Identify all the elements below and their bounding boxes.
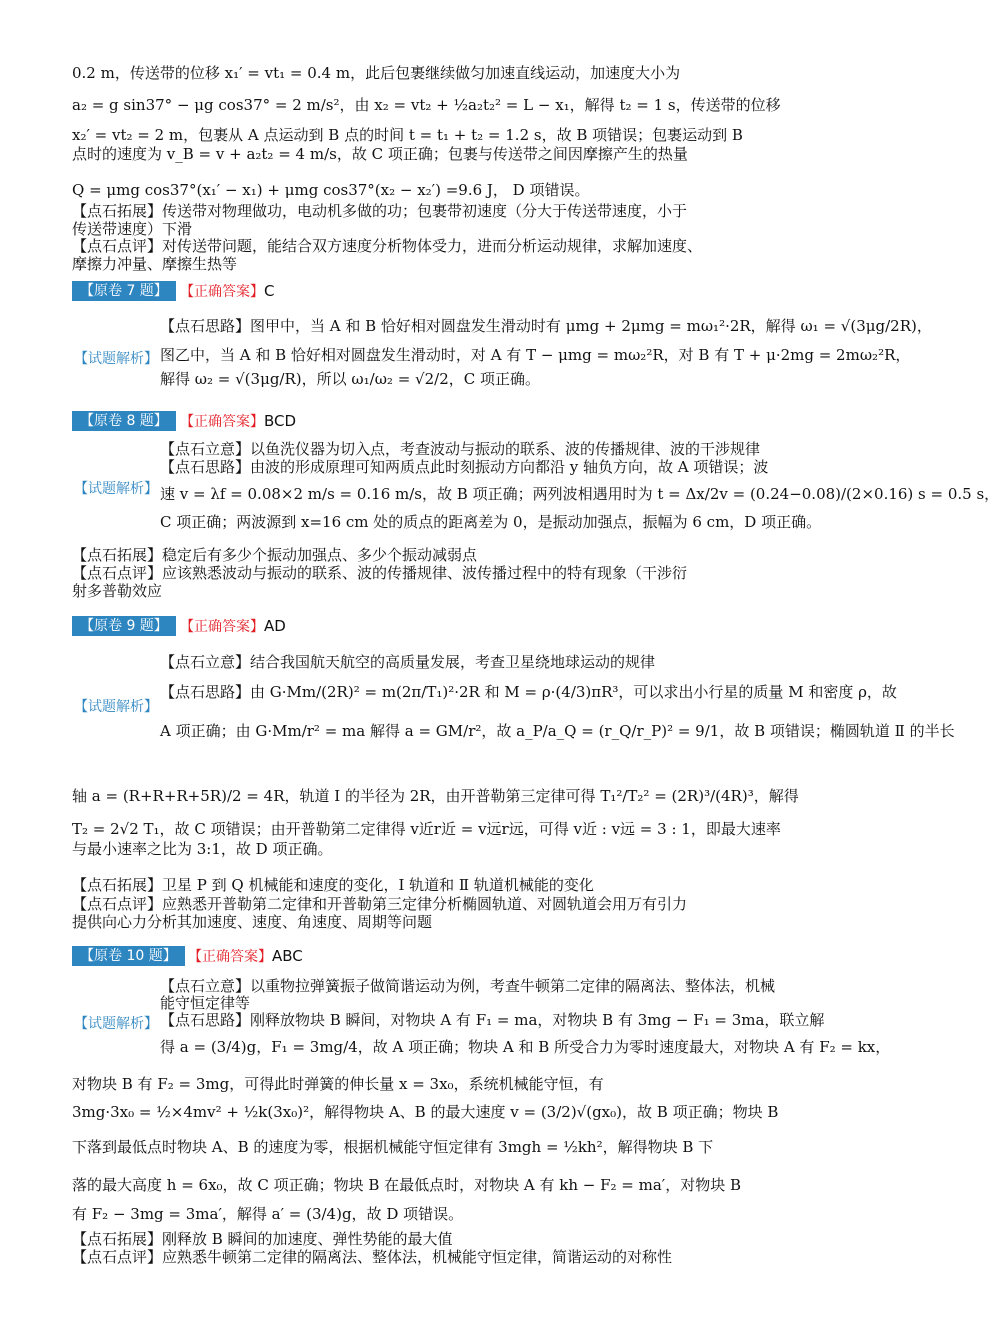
text-line: 落的最大高度 h = 6x₀，故 C 项正确；物块 B 在最低点时，对物块 A 有 kh − F₂ = ma′，对物块 B <box>72 1176 742 1194</box>
text-line: Q = μmg cos37°(x₁′ − x₁) + μmg cos37°(x₂ − x₂′) =9.6 J， D 项错误。 <box>72 181 590 199</box>
text-line: T₂ = 2√2 T₁，故 C 项错误；由开普勒第二定律得 v近r近 = v远r远，可得 v近 : v远 = 3 : 1，即最大速率 <box>72 820 781 838</box>
text-line: 【点石拓展】稳定后有多少个振动加强点、多少个振动减弱点 <box>72 546 478 564</box>
answer-value: BCD <box>264 412 297 430</box>
text-line: 【点石点评】对传送带问题，能结合双方速度分析物体受力，进而分析运动规律，求解加速度、 <box>72 237 703 255</box>
analysis-label: 【试题解析】 <box>74 699 158 715</box>
text-line: 【点石立意】以鱼洗仪器为切入点，考查波动与振动的联系、波的传播规律、波的干涉规律 <box>160 440 761 458</box>
text-line: 【点石思路】图甲中，当 A 和 B 恰好相对圆盘发生滑动时有 μmg + 2μmg = mω₁²·2R，解得 ω₁ = √(3μg/2R)， <box>160 317 932 335</box>
answer-line <box>188 946 303 966</box>
question-header-7 <box>0 281 950 301</box>
text-line: 与最小速率之比为 3:1，故 D 项正确。 <box>72 840 333 858</box>
text-line: 【点石点评】应熟悉牛顿第二定律的隔离法、整体法，机械能守恒定律，简谐运动的对称性 <box>72 1248 673 1266</box>
text-line: x₂′ = vt₂ = 2 m，包裹从 A 点运动到 B 点的时间 t = t₁ + t₂ = 1.2 s，故 B 项错误；包裹运动到 B <box>72 126 743 144</box>
text-line: 射多普勒效应 <box>72 582 163 600</box>
text-line: 传送带速度）下滑 <box>72 220 193 238</box>
text-line: 3mg·3x₀ = ½×4mv² + ½k(3x₀)²，解得物块 A、B 的最大速度 v = (3/2)√(gx₀)，故 B 项正确；物块 B <box>72 1103 779 1121</box>
answer-label: 【正确答案】 <box>180 284 264 300</box>
text-line: 【点石点评】应该熟悉波动与振动的联系、波的传播规律、波传播过程中的特有现象（干涉衍 <box>72 564 688 582</box>
text-line: A 项正确；由 G·Mm/r² = ma 解得 a = GM/r²，故 a_P/a_Q = (r_Q/r_P)² = 9/1，故 B 项错误；椭圆轨道 Ⅱ 的半长 <box>160 722 955 740</box>
text-line: 0.2 m，传送带的位移 x₁′ = vt₁ = 0.4 m，此后包裹继续做匀加速直线运动，加速度大小为 <box>72 64 681 82</box>
text-line: a₂ = g sin37° − μg cos37° = 2 m/s²，由 x₂ = vt₂ + ½a₂t₂² = L − x₁，解得 t₂ = 1 s，传送带的位移 <box>72 96 781 114</box>
answer-value: ABC <box>272 947 303 965</box>
text-line: 轴 a = (R+R+R+5R)/2 = 4R，轨道 Ⅰ 的半径为 2R，由开普勒第三定律可得 T₁²/T₂² = (2R)³/(4R)³，解得 <box>72 787 799 805</box>
text-line: 图乙中，当 A 和 B 恰好相对圆盘发生滑动时，对 A 有 T − μmg = mω₂²R，对 B 有 T + μ·2mg = 2mω₂²R， <box>160 346 911 364</box>
analysis-label: 【试题解析】 <box>74 351 158 367</box>
text-line: 【点石思路】刚释放物块 B 瞬间，对物块 A 有 F₁ = ma，对物块 B 有 3mg − F₁ = 3ma，联立解 <box>160 1011 825 1029</box>
text-line: 有 F₂ − 3mg = 3ma′，解得 a′ = (3/4)g，故 D 项错误。 <box>72 1205 464 1223</box>
answer-label: 【正确答案】 <box>180 619 264 635</box>
question-tag: 【原卷 7 题】 <box>72 281 176 301</box>
text-line: 得 a = (3/4)g，F₁ = 3mg/4，故 A 项正确；物块 A 和 B 所受合力为零时速度最大，对物块 A 有 F₂ = kx， <box>160 1038 891 1056</box>
text-line: 【点石思路】由波的形成原理可知两质点此时刻振动方向都沿 y 轴负方向，故 A 项错误；波 <box>160 458 769 476</box>
text-line: C 项正确；两波源到 x=16 cm 处的质点的距离差为 0，是振动加强点，振幅为 6 cm，D 项正确。 <box>160 513 822 531</box>
text-line: 解得 ω₂ = √(3μg/R)，所以 ω₁/ω₂ = √2/2，C 项正确。 <box>160 370 540 388</box>
answer-value: AD <box>264 617 286 635</box>
answer-line <box>180 616 286 636</box>
analysis-label: 【试题解析】 <box>74 1016 158 1032</box>
question-tag: 【原卷 8 题】 <box>72 411 176 431</box>
text-line: 【点石拓展】卫星 P 到 Q 机械能和速度的变化，Ⅰ 轨道和 Ⅱ 轨道机械能的变化 <box>72 876 594 894</box>
question-tag: 【原卷 10 题】 <box>72 946 185 966</box>
text-line: 点时的速度为 v_B = v + a₂t₂ = 4 m/s，故 C 项正确；包裹与传送带之间因摩擦产生的热量 <box>72 145 688 163</box>
question-header-8 <box>0 411 950 431</box>
text-line: 【点石拓展】传送带对物理做功，电动机多做的功；包裹带初速度（分大于传送带速度，小于 <box>72 202 688 220</box>
answer-value: C <box>264 282 275 300</box>
answer-label: 【正确答案】 <box>188 949 272 965</box>
answer-line <box>180 281 274 301</box>
text-line: 【点石思路】由 G·Mm/(2R)² = m(2π/T₁)²·2R 和 M = ρ·(4/3)πR³，可以求出小行星的质量 M 和密度 ρ，故 <box>160 683 897 701</box>
question-header-10 <box>0 946 950 966</box>
text-line: 【点石拓展】刚释放 B 瞬间的加速度、弹性势能的最大值 <box>72 1230 453 1248</box>
text-line: 【点石立意】结合我国航天航空的高质量发展，考查卫星绕地球运动的规律 <box>160 653 656 671</box>
text-line: 【点石立意】以重物拉弹簧振子做简谐运动为例，考查牛顿第二定律的隔离法、整体法，机械 <box>160 977 776 995</box>
analysis-label: 【试题解析】 <box>74 481 158 497</box>
text-line: 对物块 B 有 F₂ = 3mg，可得此时弹簧的伸长量 x = 3x₀，系统机械能守恒，有 <box>72 1075 604 1093</box>
question-header-9 <box>0 616 950 636</box>
answer-line <box>180 411 296 431</box>
text-line: 摩擦力冲量、摩擦生热等 <box>72 255 238 273</box>
text-line: 速 v = λf = 0.08×2 m/s = 0.16 m/s，故 B 项正确；两列波相遇用时为 t = Δx/2v = (0.24−0.08)/(2×0.16) s = 0.5 s， <box>160 485 999 503</box>
text-line: 下落到最低点时物块 A、B 的速度为零，根据机械能守恒定律有 3mgh = ½kh²，解得物块 B 下 <box>72 1138 714 1156</box>
text-line: 能守恒定律等 <box>160 994 251 1012</box>
answer-label: 【正确答案】 <box>180 414 264 430</box>
text-line: 【点石点评】应熟悉开普勒第二定律和开普勒第三定律分析椭圆轨道、对圆轨道会用万有引力 <box>72 895 688 913</box>
text-line: 提供向心力分析其加速度、速度、角速度、周期等问题 <box>72 913 433 931</box>
question-tag: 【原卷 9 题】 <box>72 616 176 636</box>
